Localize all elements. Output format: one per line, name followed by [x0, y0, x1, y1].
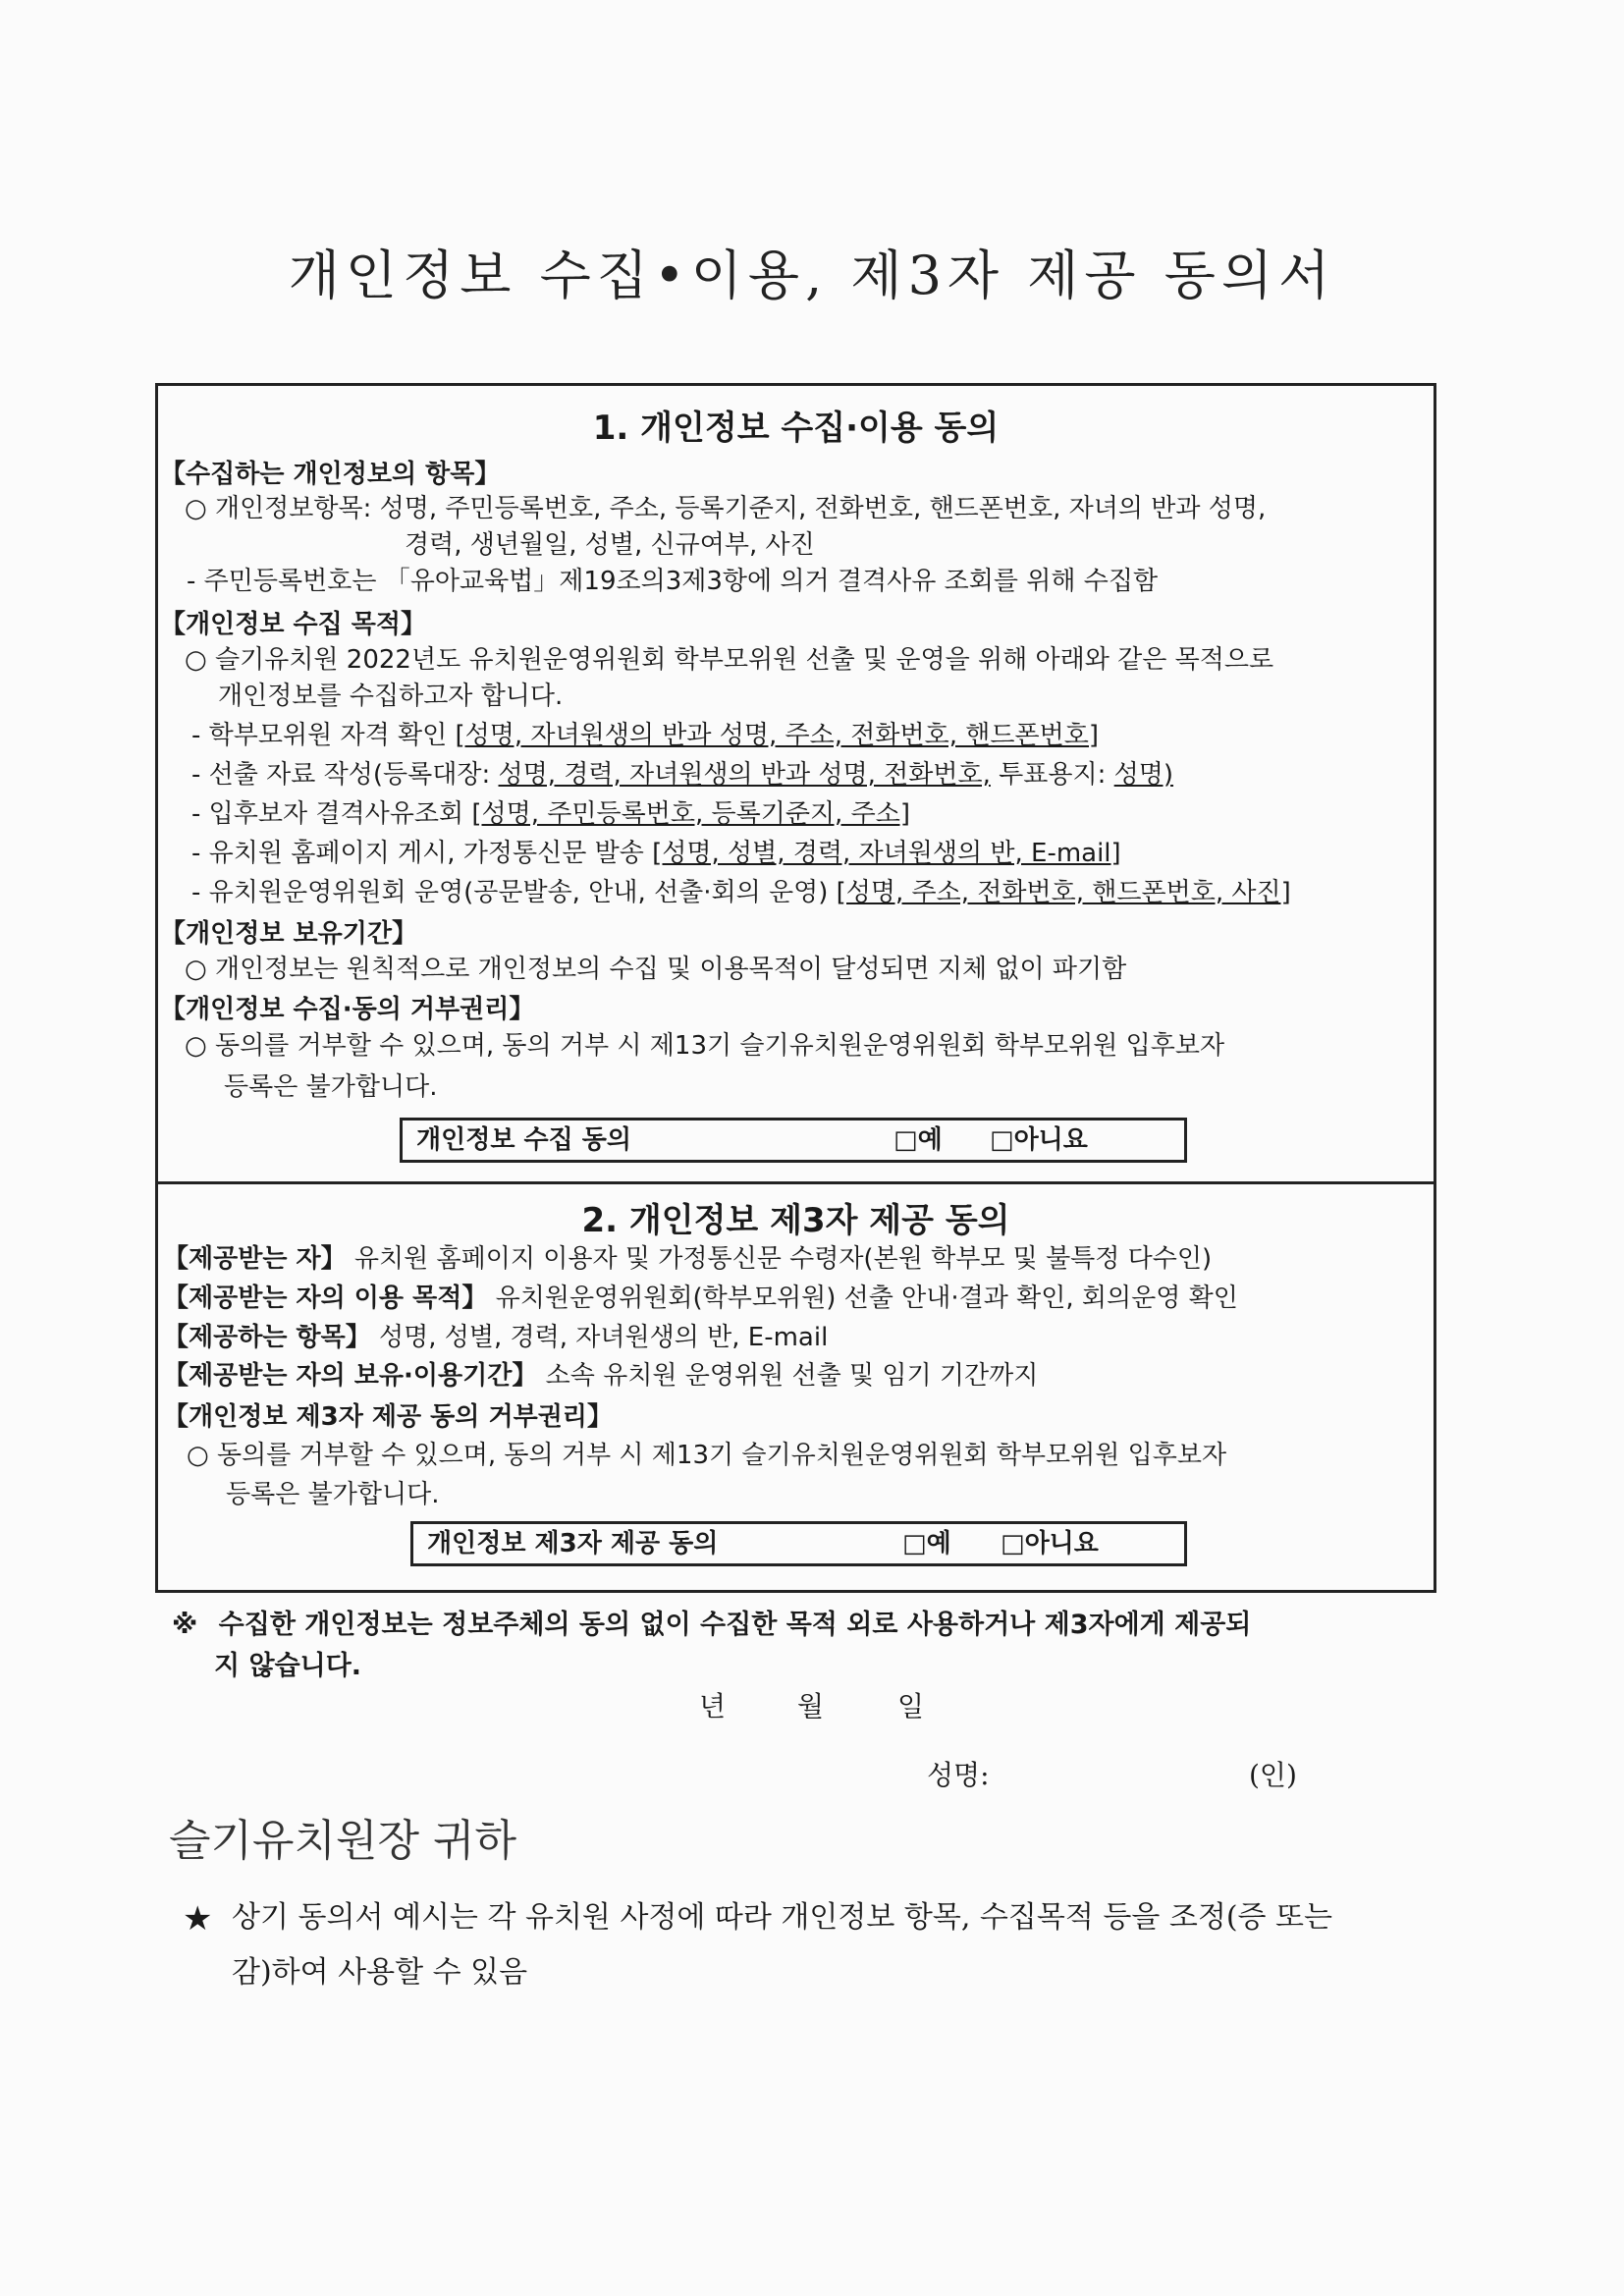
signature-seal: (인) [1249, 1759, 1297, 1791]
third-party-refusal-line1: ○ 동의를 거부할 수 있으며, 동의 거부 시 제13기 슬기유치원운영위원회 학부모위원 입후보자 [187, 1441, 1227, 1470]
items-note: - 주민등록번호는 「유아교육법」제19조의3제3항에 의거 결격사유 조회를 위해 수집함 [187, 567, 1159, 596]
addressee: 슬기유치원장 귀하 [169, 1816, 517, 1866]
purpose-line2: 개인정보를 수집하고자 합니다. [218, 682, 564, 711]
third-party-consent-no-checkbox[interactable]: □아니요 [1001, 1529, 1099, 1558]
retention-line: ○ 개인정보는 원칙적으로 개인정보의 수집 및 이용목적이 달성되면 지체 없이 파기함 [185, 955, 1127, 984]
purpose-item: - 유치원 홈페이지 게시, 가정통신문 발송 [성명, 성별, 경력, 자녀원생의 반, E-mail] [191, 839, 1121, 868]
purpose-item: - 유치원운영위원회 운영(공문발송, 안내, 선출·회의 운영) [성명, 주소, 전화번호, 핸드폰번호, 사진] [191, 878, 1291, 907]
section1-heading: 1. 개인정보 수집·이용 동의 [592, 409, 1000, 448]
date-year: 년 [699, 1690, 727, 1722]
usage-notice [172, 1605, 1251, 1646]
notice-mark: ※ [172, 1610, 198, 1640]
third-party-refusal-header: 【개인정보 제3자 제공 동의 거부권리】 [163, 1402, 613, 1432]
retention-period-row: 【제공받는 자의 보유·이용기간】 소속 유치원 운영위원 선출 및 임기 기간까지 [163, 1361, 1039, 1391]
collection-consent-yes-checkbox[interactable]: □예 [893, 1125, 943, 1155]
provided-items-row: 【제공하는 항목】 성명, 성별, 경력, 자녀원생의 반, E-mail [163, 1323, 829, 1352]
star-icon: ★ [183, 1899, 213, 1939]
retention-header: 【개인정보 보유기간】 [160, 919, 417, 949]
date-day: 일 [897, 1690, 925, 1722]
notice-line2: 지 않습니다. [214, 1651, 362, 1681]
document-title: 개인정보 수집•이용, 제3자 제공 동의서 [288, 245, 1336, 306]
signature-name-label: 성명: [927, 1759, 990, 1791]
purpose-item: - 학부모위원 자격 확인 [성명, 자녀원생의 반과 성명, 주소, 전화번호, 핸드폰번호] [191, 721, 1099, 750]
date-month: 월 [797, 1690, 825, 1722]
third-party-refusal-line2: 등록은 불가합니다. [226, 1480, 440, 1509]
example-note-line1: 상기 동의서 예시는 각 유치원 사정에 따라 개인정보 항목, 수집목적 등을 조정(증 또는 [232, 1900, 1332, 1935]
refusal-header: 【개인정보 수집·동의 거부권리】 [160, 995, 535, 1024]
example-note-line2: 감)하여 사용할 수 있음 [232, 1955, 528, 1990]
collection-consent-box [400, 1118, 1187, 1163]
collection-consent-label: 개인정보 수집 동의 [416, 1125, 632, 1155]
refusal-line2: 등록은 불가합니다. [224, 1072, 438, 1102]
purpose-line1: ○ 슬기유치원 2022년도 유치원운영위원회 학부모위원 선출 및 운영을 위해 아래와 같은 목적으로 [185, 645, 1274, 675]
refusal-line1: ○ 동의를 거부할 수 있으며, 동의 거부 시 제13기 슬기유치원운영위원회 학부모위원 입후보자 [185, 1031, 1225, 1061]
section-divider [155, 1181, 1436, 1184]
recipient-row: 【제공받는 자】 유치원 홈페이지 이용자 및 가정통신문 수령자(본원 학부모 및 불특정 다수인) [163, 1244, 1213, 1274]
purpose-item: - 입후보자 결격사유조회 [성명, 주민등록번호, 등록기준지, 주소] [191, 799, 910, 829]
section2-heading: 2. 개인정보 제3자 제공 동의 [581, 1201, 1010, 1240]
collection-consent-no-checkbox[interactable]: □아니요 [990, 1125, 1088, 1155]
purpose-header: 【개인정보 수집 목적】 [160, 610, 427, 639]
notice-line1: 수집한 개인정보는 정보주체의 동의 없이 수집한 목적 외로 사용하거나 제3자에게 제공되 [218, 1610, 1252, 1640]
third-party-consent-yes-checkbox[interactable]: □예 [902, 1529, 951, 1558]
third-party-consent-box [410, 1521, 1187, 1566]
third-party-consent-label: 개인정보 제3자 제공 동의 [427, 1529, 719, 1558]
items-header: 【수집하는 개인정보의 항목】 [160, 460, 501, 489]
items-line2: 경력, 생년월일, 성별, 신규여부, 사진 [405, 530, 815, 560]
use-purpose-row: 【제공받는 자의 이용 목적】 유치원운영위원회(학부모위원) 선출 안내·결과 확인, 회의운영 확인 [163, 1284, 1238, 1313]
purpose-item: - 선출 자료 작성(등록대장: 성명, 경력, 자녀원생의 반과 성명, 전화번호, 투표용지: 성명) [191, 760, 1174, 790]
items-line1: ○ 개인정보항목: 성명, 주민등록번호, 주소, 등록기준지, 전화번호, 핸드폰번호, 자녀의 반과 성명, [185, 494, 1267, 523]
